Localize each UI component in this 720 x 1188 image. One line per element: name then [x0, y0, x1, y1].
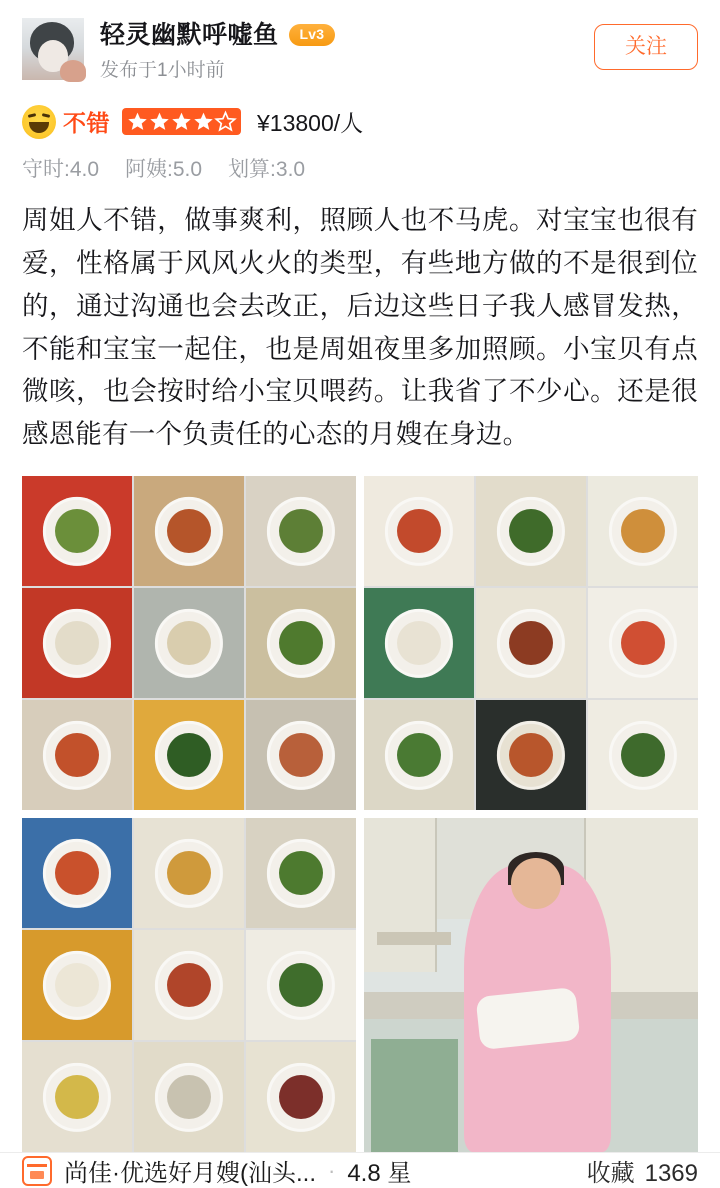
favorite-block[interactable]: [587, 1153, 698, 1188]
collage-cell: [22, 818, 132, 928]
price-label: ¥13800/人: [257, 110, 364, 137]
shop-bar[interactable]: [0, 1152, 720, 1188]
baby-figure: [475, 987, 580, 1051]
shop-name[interactable]: 尚佳·优选好月嫂(汕头...: [64, 1160, 316, 1188]
star-icon: [193, 111, 214, 132]
sub-score-value: 划算:3.0: [228, 157, 306, 181]
follow-button[interactable]: 关注: [594, 24, 698, 70]
collage-cell: [476, 700, 586, 810]
laughing-emoji-icon: [22, 105, 56, 139]
collage-cell: [22, 588, 132, 698]
star-icon: [149, 111, 170, 132]
collage-cell: [364, 700, 474, 810]
level-badge: Lv3: [289, 24, 336, 47]
collage-cell: [588, 588, 698, 698]
collage-cell: [476, 588, 586, 698]
photo-meal-collage-1[interactable]: [22, 476, 356, 810]
rating-row: [0, 89, 720, 139]
collage-cell: [134, 1042, 244, 1152]
collage-cell: [22, 700, 132, 810]
photo-grid: [0, 456, 720, 1152]
collage-cell: [22, 930, 132, 1040]
review-header: [0, 0, 720, 89]
star-icon: [171, 111, 192, 132]
shop-rating: 4.8 星: [347, 1160, 412, 1188]
collage-cell: [246, 588, 356, 698]
collage-cell: [134, 476, 244, 586]
collage-cell: [246, 476, 356, 586]
collage-cell: [588, 476, 698, 586]
review-text: 周姐人不错，做事爽利，照顾人也不马虎。对宝宝也很有爱，性格属于风风火火的类型，有些地方做的不是很到位的，通过沟通也会去改正，后边这些日子我人感冒发热，不能和宝宝一起住，也是周姐夜里多加照顾。小宝贝有点微咳，也会按时给小宝贝喂药。让我省了不少心。还是很感恩能有一个负责任的心态的月嫂在身边。: [22, 204, 698, 450]
collage-cell: [134, 588, 244, 698]
collage-cell: [364, 476, 474, 586]
collage-cell: [246, 700, 356, 810]
collage: [364, 476, 698, 810]
collage-cell: [22, 476, 132, 586]
favorite-label: 收藏: [586, 1160, 635, 1188]
collage-cell: [134, 818, 244, 928]
star-icon-empty: [215, 111, 236, 132]
username-row: [100, 20, 594, 50]
sub-score-nanny: 阿姨:5.0: [125, 157, 203, 181]
collage: [22, 476, 356, 810]
rating-tag-label: 不错: [63, 110, 110, 137]
post-time: 发布于1小时前: [100, 60, 225, 81]
collage-cell: [134, 930, 244, 1040]
photo-meal-collage-3[interactable]: [22, 818, 356, 1152]
photo-meal-collage-2[interactable]: [364, 476, 698, 810]
star-icon: [127, 111, 148, 132]
collage-cell: [476, 476, 586, 586]
sub-scores: [0, 139, 720, 183]
username[interactable]: 轻灵幽默呼嘘鱼: [100, 21, 279, 49]
collage-cell: [246, 818, 356, 928]
rating-tag: [22, 105, 110, 139]
photo-nurse-with-baby[interactable]: [364, 818, 698, 1152]
collage-cell: [588, 700, 698, 810]
separator: ·: [328, 1157, 336, 1183]
collage: [22, 818, 356, 1152]
collage-cell: [364, 588, 474, 698]
favorite-count: 1369: [644, 1160, 698, 1188]
nurse-photo: [364, 818, 698, 1152]
avatar[interactable]: [22, 18, 84, 80]
star-rating: [122, 108, 241, 135]
emoji-mouth: [29, 122, 49, 133]
shop-icon: [22, 1156, 52, 1186]
sub-score-punctuality: 守时:4.0: [22, 157, 100, 181]
user-info: [100, 18, 594, 83]
collage-cell: [22, 1042, 132, 1152]
collage-cell: [246, 930, 356, 1040]
collage-cell: [134, 700, 244, 810]
avatar-hand: [60, 60, 86, 82]
collage-cell: [246, 1042, 356, 1152]
